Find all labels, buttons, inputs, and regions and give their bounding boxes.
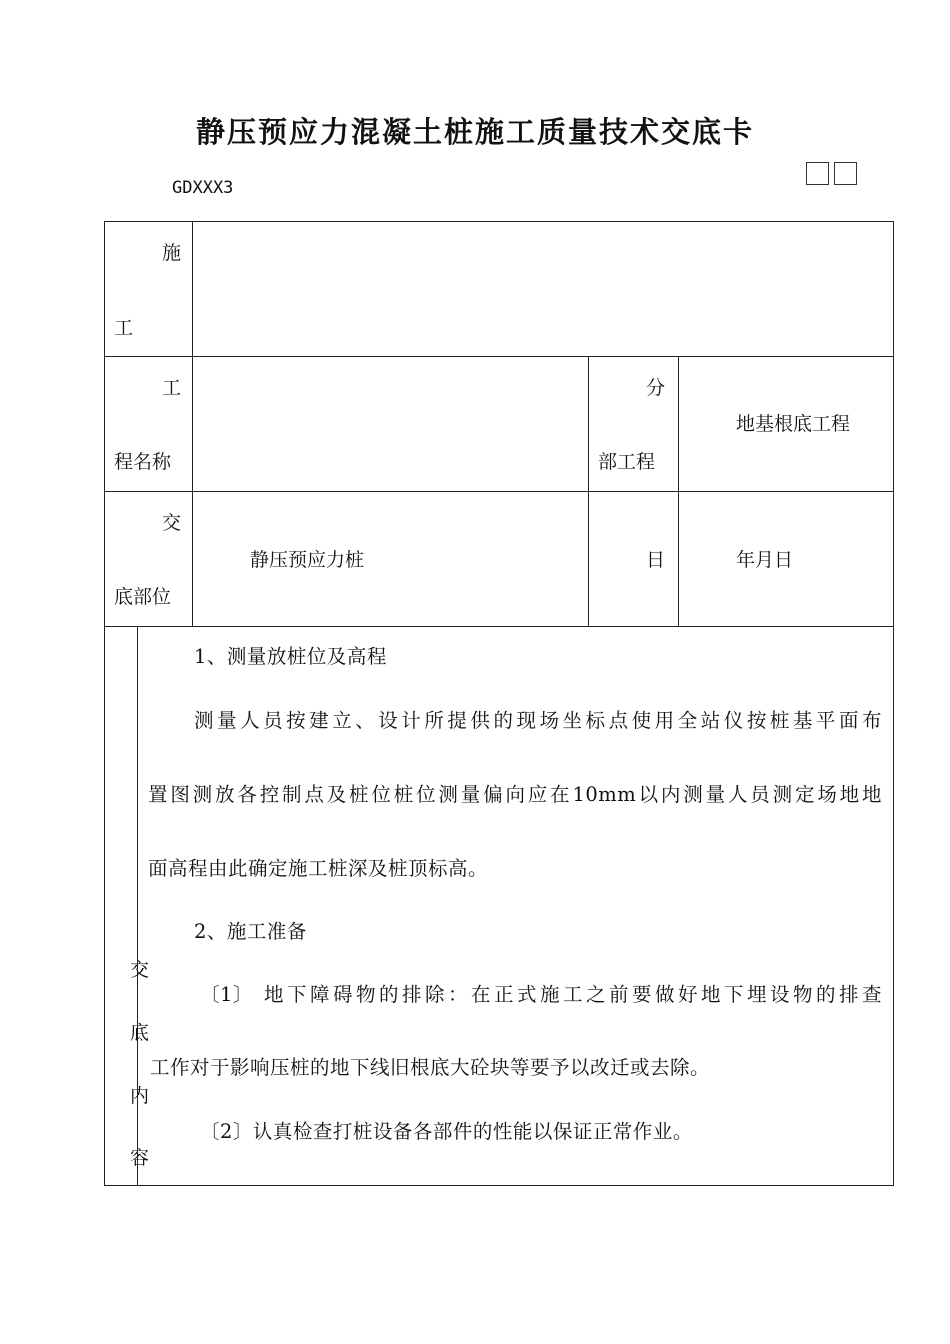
row-divider-3	[104, 626, 894, 627]
content-p1-line2: 置图测放各控制点及桩位桩位测量偏向应在10mm以内测量人员测定场地地	[148, 783, 882, 806]
row1-label-a: 施	[162, 242, 182, 264]
project-name-label-b: 程名称	[114, 451, 172, 473]
table-border-top	[104, 221, 894, 222]
sub-project-label-a: 分	[646, 377, 666, 399]
middle-column-divider	[588, 356, 589, 626]
date-label: 日	[646, 549, 666, 571]
date-value: 年月日	[736, 549, 794, 571]
label-column-divider	[192, 221, 193, 626]
content-label-char-2: 底	[130, 1022, 150, 1044]
content-item1-line1: 地下障碍物的排除：在正式施工之前要做好地下埋设物的排查	[264, 983, 882, 1006]
row-divider-1	[104, 356, 894, 357]
row-divider-2	[104, 491, 894, 492]
disclosure-part-label-b: 底部位	[114, 586, 172, 608]
content-heading-1: 1、测量放桩位及高程	[194, 645, 387, 668]
content-item1-line2: 工作对于影响压桩的地下线旧根底大砼块等要予以改迁或去除。	[150, 1056, 711, 1079]
disclosure-part-value: 静压预应力桩	[250, 549, 365, 571]
project-name-label-a: 工	[162, 377, 182, 399]
content-label-char-3: 内	[130, 1085, 150, 1107]
row1-label-b: 工	[114, 317, 134, 339]
sub-project-label-b: 部工程	[598, 451, 656, 473]
right-column-divider	[678, 356, 679, 626]
table-border-left	[104, 221, 105, 1186]
document-code: GDXXX3	[172, 178, 234, 198]
content-p1-line1: 测量人员按建立、设计所提供的现场坐标点使用全站仪按桩基平面布	[194, 709, 882, 732]
content-label-char-4: 容	[130, 1147, 150, 1169]
checkbox-2[interactable]	[834, 162, 857, 185]
content-item1-number: 〔1〕	[200, 983, 253, 1006]
sub-project-value: 地基根底工程	[736, 413, 851, 435]
content-p1-line3: 面高程由此确定施工桩深及桩顶标高。	[148, 857, 489, 880]
table-border-bottom	[104, 1185, 894, 1186]
disclosure-part-label-a: 交	[162, 512, 182, 534]
content-item2: 〔2〕认真检查打桩设备各部件的性能以保证正常作业。	[200, 1120, 693, 1143]
table-border-right	[893, 221, 894, 1186]
checkbox-1[interactable]	[806, 162, 829, 185]
content-heading-2: 2、施工准备	[194, 920, 307, 943]
document-title: 静压预应力混凝土桩施工质量技术交底卡	[195, 115, 754, 149]
content-label-char-1: 交	[130, 959, 150, 981]
disclosure-table	[104, 221, 894, 1186]
